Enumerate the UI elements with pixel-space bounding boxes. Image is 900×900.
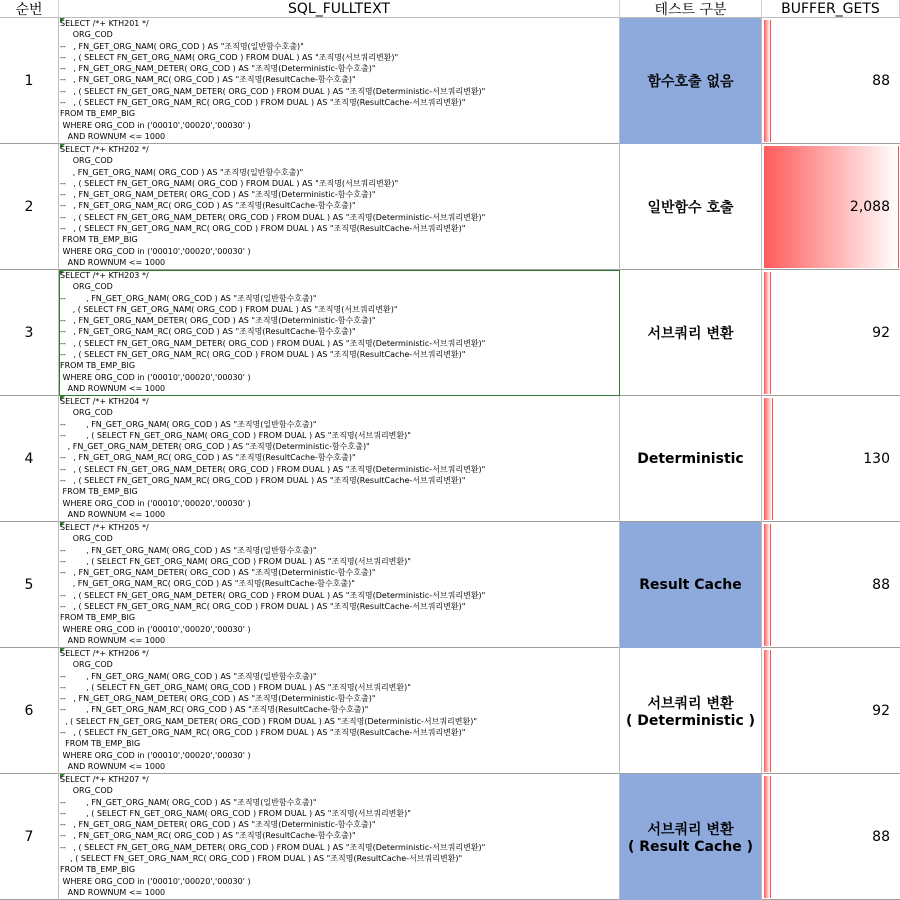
sql-line: -- , FN_GET_ORG_NAM( ORG_COD ) AS "조직명(일반함수호출)" (60, 671, 317, 681)
sql-line: -- , FN_GET_ORG_NAM_DETER( ORG_COD ) AS "조직명(Deterministic-함수호출)" (60, 316, 376, 326)
cell-sql-fulltext[interactable] (59, 144, 620, 270)
sql-line: -- , FN_GET_ORG_NAM_RC( ORG_COD ) AS "조직명(ResultCache-함수호출)" (60, 453, 356, 463)
sql-line: -- , ( SELECT FN_GET_ORG_NAM( ORG_COD ) FROM DUAL ) AS "조직명(서브쿼리변환)" (60, 682, 411, 692)
sql-line: AND ROWNUM <= 1000 (60, 761, 166, 771)
sql-line: -- , FN_GET_ORG_NAM( ORG_COD ) AS "조직명(일반함수호출)" (60, 797, 317, 807)
databar (764, 524, 771, 646)
cell-test-category[interactable]: Result Cache (620, 522, 762, 648)
sql-line: ORG_COD (60, 660, 113, 670)
sql-line: SELECT /*+ KTH201 */ (60, 19, 149, 28)
sql-line: , ( SELECT FN_GET_ORG_NAM_DETER( ORG_COD ) FROM DUAL ) AS "조직명(Deterministic-서브쿼리변환)" (60, 716, 478, 726)
sql-line: -- , FN_GET_ORG_NAM( ORG_COD ) AS "조직명(일반함수호출)" (60, 41, 304, 51)
databar (764, 20, 771, 142)
sql-line: -- , FN_GET_ORG_NAM_DETER( ORG_COD ) AS "조직명(Deterministic-함수호출)" (60, 568, 376, 578)
sql-line: -- , FN_GET_ORG_NAM_DETER( ORG_COD ) AS "조직명(Deterministic-함수호출)" (60, 694, 376, 704)
sql-line: AND ROWNUM <= 1000 (60, 509, 166, 519)
sql-line: -- , FN_GET_ORG_NAM( ORG_COD ) AS "조직명(일반함수호출)" (60, 293, 317, 303)
sql-line: ORG_COD (60, 156, 113, 166)
buffer-gets-value: 88 (872, 829, 890, 845)
cell-test-category[interactable]: 함수호출 없음 (620, 18, 762, 144)
cell-buffer-gets[interactable] (762, 270, 900, 396)
sql-line: WHERE ORG_COD in ('00010','00020','00030' ) (60, 876, 251, 886)
buffer-gets-value: 92 (872, 703, 890, 719)
sql-line: AND ROWNUM <= 1000 (60, 887, 166, 897)
sql-line: -- , ( SELECT FN_GET_ORG_NAM_RC( ORG_COD ) FROM DUAL ) AS "조직명(ResultCache-서브쿼리변환)" (60, 350, 466, 360)
table-row[interactable] (0, 648, 900, 774)
sql-line: -- , FN_GET_ORG_NAM_RC( ORG_COD ) AS "조직명(ResultCache-함수호출)" (60, 327, 356, 337)
databar (764, 272, 771, 394)
sql-line: -- , ( SELECT FN_GET_ORG_NAM_RC( ORG_COD ) FROM DUAL ) AS "조직명(ResultCache-서브쿼리변환)" (60, 602, 466, 612)
sql-line: -- , FN_GET_ORG_NAM_RC( ORG_COD ) AS "조직명(ResultCache-함수호출)" (60, 75, 356, 85)
buffer-gets-value: 88 (872, 577, 890, 593)
table-row[interactable] (0, 522, 900, 648)
sql-line: -- , ( SELECT FN_GET_ORG_NAM_DETER( ORG_COD ) FROM DUAL ) AS "조직명(Deterministic-서브쿼리변환)" (60, 212, 486, 222)
sql-line: , FN_GET_ORG_NAM_RC( ORG_COD ) AS "조직명(ResultCache-함수호출)" (60, 579, 355, 589)
sql-line: -- , FN_GET_ORG_NAM( ORG_COD ) AS "조직명(일반함수호출)" (60, 419, 317, 429)
sql-line: ORG_COD (60, 534, 113, 544)
sql-line: SELECT /*+ KTH204 */ (60, 397, 149, 406)
sql-line: AND ROWNUM <= 1000 (60, 131, 166, 141)
sql-line: SELECT /*+ KTH203 */ (60, 271, 149, 280)
sql-line: SELECT /*+ KTH202 */ (60, 145, 149, 154)
header-sql-fulltext[interactable]: SQL_FULLTEXT (59, 0, 620, 18)
cell-seq[interactable]: 6 (0, 648, 59, 774)
cell-test-category[interactable]: 서브쿼리 변환 ( Deterministic ) (620, 648, 762, 774)
sql-line: -- , ( SELECT FN_GET_ORG_NAM( ORG_COD ) FROM DUAL ) AS "조직명(서브쿼리변환)" (60, 808, 411, 818)
sql-line: WHERE ORG_COD in ('00010','00020','00030' ) (60, 120, 251, 130)
cell-sql-fulltext[interactable] (59, 774, 620, 900)
sql-line: SELECT /*+ KTH205 */ (60, 523, 149, 532)
cell-seq[interactable]: 4 (0, 396, 59, 522)
buffer-gets-value: 88 (872, 73, 890, 89)
header-test-category[interactable]: 테스트 구분 (620, 0, 762, 18)
sql-line: , FN_GET_ORG_NAM_DETER( ORG_COD ) AS "조직명(Deterministic-함수호출)" (60, 442, 370, 452)
sql-line: FROM TB_EMP_BIG (60, 235, 138, 245)
sql-line: AND ROWNUM <= 1000 (60, 257, 166, 267)
sql-line: FROM TB_EMP_BIG (60, 865, 136, 875)
cell-seq[interactable]: 2 (0, 144, 59, 270)
sql-line: ORG_COD (60, 786, 113, 796)
sql-line: FROM TB_EMP_BIG (60, 613, 136, 623)
cell-buffer-gets[interactable] (762, 774, 900, 900)
cell-test-category[interactable]: 일반함수 호출 (620, 144, 762, 270)
sql-line: WHERE ORG_COD in ('00010','00020','00030' ) (60, 498, 251, 508)
sql-line: , FN_GET_ORG_NAM( ORG_COD ) AS "조직명(일반함수호출)" (60, 167, 304, 177)
sql-line: -- , ( SELECT FN_GET_ORG_NAM_RC( ORG_COD ) FROM DUAL ) AS "조직명(ResultCache-서브쿼리변환)" (60, 728, 466, 738)
cell-seq[interactable]: 5 (0, 522, 59, 648)
cell-sql-fulltext[interactable] (59, 396, 620, 522)
sql-line: -- , FN_GET_ORG_NAM( ORG_COD ) AS "조직명(일반함수호출)" (60, 545, 317, 555)
cell-buffer-gets[interactable] (762, 144, 900, 270)
sql-line: -- , FN_GET_ORG_NAM_RC( ORG_COD ) AS "조직명(ResultCache-함수호출)" (60, 705, 369, 715)
sql-line: -- , ( SELECT FN_GET_ORG_NAM( ORG_COD ) FROM DUAL ) AS "조직명(서브쿼리변환)" (60, 430, 411, 440)
sql-line: WHERE ORG_COD in ('00010','00020','00030' ) (60, 372, 251, 382)
cell-test-category[interactable]: 서브쿼리 변환 ( Result Cache ) (620, 774, 762, 900)
sql-line: WHERE ORG_COD in ('00010','00020','00030' ) (60, 750, 251, 760)
cell-seq[interactable]: 7 (0, 774, 59, 900)
header-buffer-gets[interactable]: BUFFER_GETS (762, 0, 900, 18)
sql-line: , ( SELECT FN_GET_ORG_NAM( ORG_COD ) FROM DUAL ) AS "조직명(서브쿼리변환)" (60, 304, 398, 314)
sql-line: -- , ( SELECT FN_GET_ORG_NAM_RC( ORG_COD ) FROM DUAL ) AS "조직명(ResultCache-서브쿼리변환)" (60, 476, 466, 486)
cell-seq[interactable]: 1 (0, 18, 59, 144)
sql-line: FROM TB_EMP_BIG (60, 487, 138, 497)
databar (764, 650, 771, 772)
buffer-gets-value: 2,088 (849, 199, 890, 215)
sql-line: -- , FN_GET_ORG_NAM_RC( ORG_COD ) AS "조직명(ResultCache-함수호출)" (60, 831, 356, 841)
cell-sql-fulltext[interactable] (59, 270, 620, 396)
cell-buffer-gets[interactable] (762, 396, 900, 522)
sql-line: FROM TB_EMP_BIG (60, 739, 141, 749)
table-row[interactable] (0, 396, 900, 522)
sql-line: -- , ( SELECT FN_GET_ORG_NAM_DETER( ORG_COD ) FROM DUAL ) AS "조직명(Deterministic-서브쿼리변환)" (60, 842, 486, 852)
sql-line: -- , ( SELECT FN_GET_ORG_NAM( ORG_COD ) FROM DUAL ) AS "조직명(서브쿼리변환)" (60, 52, 399, 62)
sql-line: -- , FN_GET_ORG_NAM_DETER( ORG_COD ) AS "조직명(Deterministic-함수호출)" (60, 820, 376, 830)
cell-sql-fulltext[interactable] (59, 18, 620, 144)
sql-line: -- , FN_GET_ORG_NAM_DETER( ORG_COD ) AS "조직명(Deterministic-함수호출)" (60, 64, 376, 74)
sql-line: -- , ( SELECT FN_GET_ORG_NAM_RC( ORG_COD ) FROM DUAL ) AS "조직명(ResultCache-서브쿼리변환)" (60, 98, 466, 108)
table-row[interactable] (0, 270, 900, 396)
sql-line: WHERE ORG_COD in ('00010','00020','00030' ) (60, 624, 251, 634)
header-seq[interactable]: 순번 (0, 0, 59, 18)
buffer-gets-value: 130 (863, 451, 890, 467)
sql-line: -- , ( SELECT FN_GET_ORG_NAM_DETER( ORG_COD ) FROM DUAL ) AS "조직명(Deterministic-서브쿼리변환)" (60, 338, 486, 348)
sql-line: FROM TB_EMP_BIG (60, 109, 136, 119)
table-row[interactable] (0, 144, 900, 270)
cell-test-category[interactable]: Deterministic (620, 396, 762, 522)
sql-line: ORG_COD (60, 282, 113, 292)
sql-line: , ( SELECT FN_GET_ORG_NAM_RC( ORG_COD ) FROM DUAL ) AS "조직명(ResultCache-서브쿼리변환)" (60, 854, 463, 864)
sql-line: -- , FN_GET_ORG_NAM_RC( ORG_COD ) AS "조직명(ResultCache-함수호출)" (60, 201, 356, 211)
buffer-gets-value: 92 (872, 325, 890, 341)
sql-line: ORG_COD (60, 30, 113, 40)
sql-line: AND ROWNUM <= 1000 (60, 383, 166, 393)
table-row[interactable] (0, 774, 900, 900)
sql-line: SELECT /*+ KTH206 */ (60, 649, 149, 658)
sql-line: -- , ( SELECT FN_GET_ORG_NAM( ORG_COD ) FROM DUAL ) AS "조직명(서브쿼리변환)" (60, 178, 399, 188)
sql-line: -- , ( SELECT FN_GET_ORG_NAM_DETER( ORG_COD ) FROM DUAL ) AS "조직명(Deterministic-서브쿼리변환)" (60, 464, 486, 474)
sql-line: WHERE ORG_COD in ('00010','00020','00030' ) (60, 246, 251, 256)
table-row[interactable] (0, 18, 900, 144)
cell-buffer-gets[interactable] (762, 18, 900, 144)
cell-test-category[interactable]: 서브쿼리 변환 (620, 270, 762, 396)
databar (764, 398, 773, 520)
sql-line: FROM TB_EMP_BIG (60, 361, 136, 371)
sql-line: -- , ( SELECT FN_GET_ORG_NAM_RC( ORG_COD ) FROM DUAL ) AS "조직명(ResultCache-서브쿼리변환)" (60, 224, 466, 234)
cell-buffer-gets[interactable] (762, 648, 900, 774)
databar (764, 776, 771, 898)
cell-seq[interactable]: 3 (0, 270, 59, 396)
sql-line: -- , FN_GET_ORG_NAM_DETER( ORG_COD ) AS "조직명(Deterministic-함수호출)" (60, 190, 376, 200)
sql-line: -- , ( SELECT FN_GET_ORG_NAM( ORG_COD ) FROM DUAL ) AS "조직명(서브쿼리변환)" (60, 556, 411, 566)
cell-sql-fulltext[interactable] (59, 522, 620, 648)
cell-sql-fulltext[interactable] (59, 648, 620, 774)
sql-line: AND ROWNUM <= 1000 (60, 635, 166, 645)
cell-buffer-gets[interactable] (762, 522, 900, 648)
sql-line: -- , ( SELECT FN_GET_ORG_NAM_DETER( ORG_COD ) FROM DUAL ) AS "조직명(Deterministic-서브쿼리변환)" (60, 590, 486, 600)
sql-line: -- , ( SELECT FN_GET_ORG_NAM_DETER( ORG_COD ) FROM DUAL ) AS "조직명(Deterministic-서브쿼리변환)" (60, 86, 486, 96)
sql-line: ORG_COD (60, 408, 113, 418)
sql-line: SELECT /*+ KTH207 */ (60, 775, 149, 784)
